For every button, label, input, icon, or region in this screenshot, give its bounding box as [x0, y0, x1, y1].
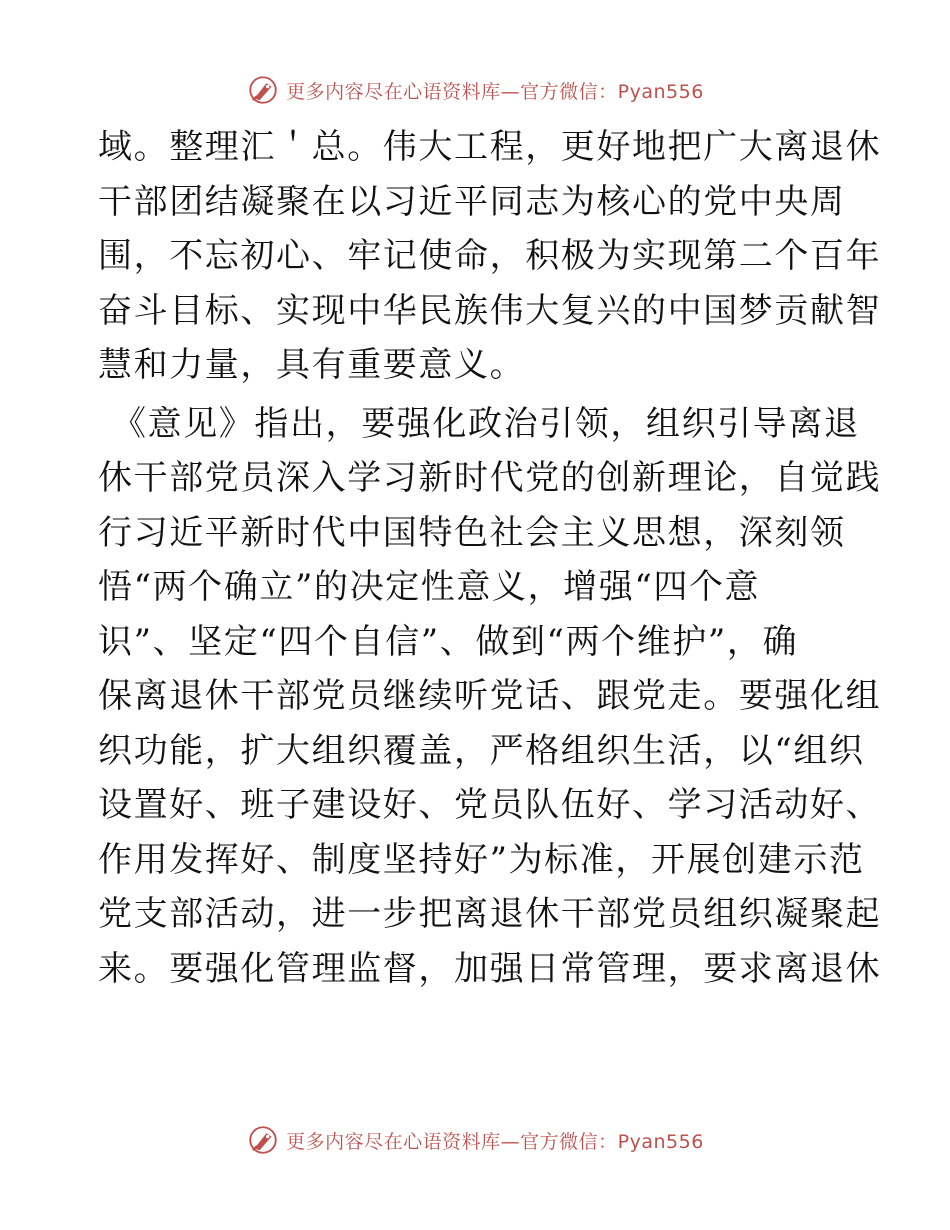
- watermark-text: 更多内容尽在心语资料库—官方微信：Pyan556: [286, 80, 704, 103]
- document-body: [98, 120, 882, 996]
- header-watermark: [0, 72, 950, 108]
- text-line: 识”、坚定“四个自信”、做到“两个维护”，确: [98, 621, 799, 662]
- paragraph-2: [98, 397, 882, 997]
- pen-nib-logo-icon: [246, 1123, 280, 1157]
- text-line: 党支部活动，进一步把离退休干部党员组织凝聚起: [98, 894, 882, 934]
- text-line: 悟“两个确立”的决定性意义，增强“四个意: [98, 567, 761, 607]
- footer-watermark: [0, 1122, 950, 1158]
- text-line: 围，不忘初心、牢记使命，积极为实现第二个百年: [98, 236, 882, 276]
- text-line: 《意见》指出，要强化政治引领，组织引导离退: [112, 403, 860, 444]
- paragraph-1: [98, 120, 882, 393]
- text-line: 来。要强化管理监督，加强日常管理，要求离退休: [98, 948, 882, 989]
- text-line: 保离退休干部党员继续听党话、跟党走。要强化组: [98, 676, 882, 716]
- text-line: 慧和力量，具有重要意义。: [98, 345, 526, 385]
- text-line: 作用发挥好、制度坚持好”为标准，开展创建示范: [98, 839, 865, 880]
- text-line: 织功能，扩大组织覆盖，严格组织生活，以“组织: [98, 730, 865, 771]
- pen-nib-logo-icon: [246, 73, 280, 107]
- text-line: 奋斗目标、实现中华民族伟大复兴的中国梦贡献智: [98, 290, 882, 331]
- watermark-text: 更多内容尽在心语资料库—官方微信：Pyan556: [286, 1130, 704, 1153]
- text-line: 休干部党员深入学习新时代党的创新理论，自觉践: [98, 458, 882, 498]
- text-line: 行习近平新时代中国特色社会主义思想，深刻领: [98, 512, 846, 553]
- text-line: 干部团结凝聚在以习近平同志为核心的党中央周: [98, 181, 846, 222]
- text-line: 域。整理汇＇总。伟大工程，更好地把广大离退休: [98, 127, 882, 167]
- text-line: 设置好、班子建设好、党员队伍好、学习活动好、: [98, 785, 882, 825]
